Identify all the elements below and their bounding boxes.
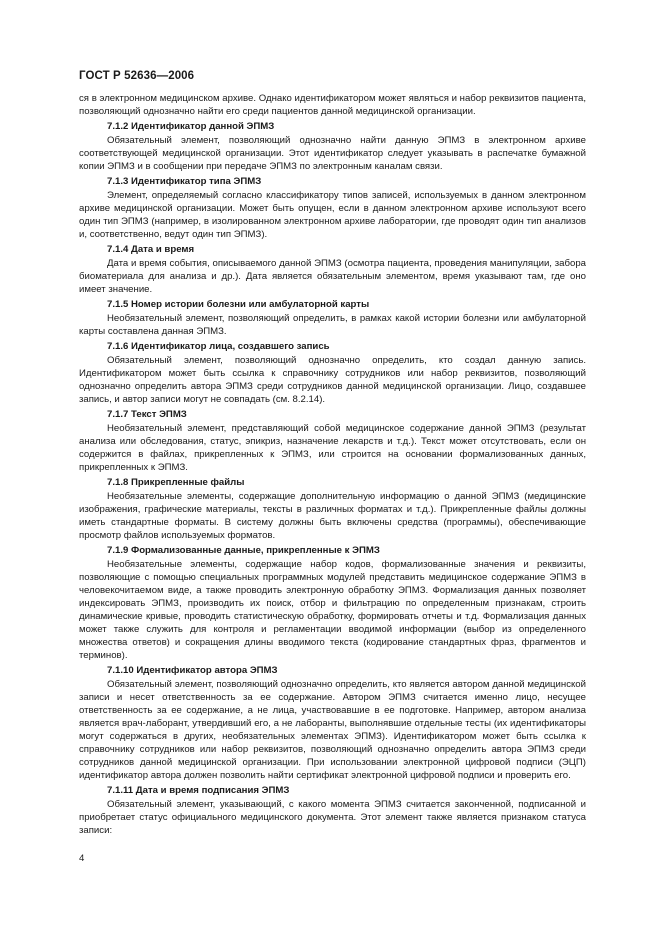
section-heading: 7.1.5 Номер истории болезни или амбулаторной карты — [107, 299, 370, 310]
section-heading: 7.1.4 Дата и время — [107, 244, 195, 255]
section-heading: 7.1.8 Прикрепленные файлы — [107, 477, 245, 488]
section-heading: 7.1.10 Идентификатор автора ЭПМЗ — [107, 665, 278, 676]
document-body — [79, 92, 586, 837]
section-heading: 7.1.2 Идентификатор данной ЭПМЗ — [107, 121, 275, 132]
page-number: 4 — [79, 853, 85, 864]
section-paragraph: Обязательный элемент, позволяющий однозначно определить, кто создал данную запись. Идентификатором может быть ссылка к справочнику сотрудников или набор реквизитов, позволяющий однозначно определить автора ЭПМЗ среди сотрудников данной медицинской организации. Лицо, создавшее запись, и автор записи могут не совпадать (см. 8.2.14). — [79, 355, 586, 405]
section-paragraph: Элемент, определяемый согласно классификатору типов записей, используемых в данном электронном архиве медицинской организации. Может быть опущен, если в данном электронном архиве используют всего один тип ЭПМЗ (например, в изолированном электронном архиве лаборатории, где проводят один тип анализов и, соответственно, ведут один тип ЭПМЗ). — [79, 190, 586, 240]
section-heading: 7.1.9 Формализованные данные, прикрепленные к ЭПМЗ — [107, 545, 380, 556]
section-heading: 7.1.11 Дата и время подписания ЭПМЗ — [107, 785, 290, 796]
section-paragraph: Обязательный элемент, позволяющий однозначно найти данную ЭПМЗ в электронном архиве соответствующей медицинской организации. Этот идентификатор следует указывать в распечатке бумажной копии ЭПМЗ и в сообщении при передаче ЭПМЗ по электронным каналам связи. — [79, 135, 586, 172]
section-paragraph: Необязательный элемент, позволяющий определить, в рамках какой истории болезни или амбулаторной карты составлена данная ЭПМЗ. — [79, 313, 586, 337]
section-paragraph: Необязательные элементы, содержащие дополнительную информацию о данной ЭПМЗ (медицинские изображения, графические материалы, тексты в различных форматах и т.д.). Прикрепленные файлы должны иметь стандартные форматы. В систему должны быть включены средства (программы), обеспечивающие просмотр файлов используемых форматов. — [79, 491, 586, 541]
section-heading: 7.1.3 Идентификатор типа ЭПМЗ — [107, 176, 262, 187]
section-heading: 7.1.6 Идентификатор лица, создавшего запись — [107, 341, 330, 352]
intro-paragraph: ся в электронном медицинском архиве. Однако идентификатором может являться и набор реквизитов пациента, позволяющий однозначно найти его среди пациентов данной медицинской организации. — [79, 93, 586, 117]
section-paragraph: Обязательный элемент, указывающий, с какого момента ЭПМЗ считается законченной, подписанной и приобретает статус официального медицинского документа. Этот элемент также является признаком статуса записи: — [79, 799, 586, 836]
section-paragraph: Обязательный элемент, позволяющий однозначно определить, кто является автором данной медицинской записи и несет ответственность за ее содержание. Автором ЭПМЗ считается именно лицо, несущее ответственность за ее содержание, а не лица, участвовавшие в ее подготовке. Например, автором анализа является врач-лаборант, утвердивший его, а не лаборанты, выполнявшие отдельные тесты (их идентификаторы могут содержаться в других, необязательных элементах ЭПМЗ). Идентификатором может быть ссылка к справочнику сотрудников или набор реквизитов, позволяющий однозначно определить автора ЭПМЗ среди сотрудников данной медицинской организации. При использовании электронной цифровой подписи (ЭЦП) идентификатор автора должен позволить найти сертификат электронной цифровой подписи и проверить его. — [79, 679, 586, 781]
section-heading: 7.1.7 Текст ЭПМЗ — [107, 409, 187, 420]
page-header: ГОСТ Р 52636—2006 — [79, 70, 195, 82]
section-paragraph: Необязательные элементы, содержащие набор кодов, формализованные значения и реквизиты, позволяющие с помощью специальных программных модулей представить медицинское содержание ЭПМЗ в человекочитаемом виде, а также проводить электронную обработку ЭПМЗ. Формализация данных позволяет индексировать ЭПМЗ, производить их поиск, отбор и фильтрацию по определенным признакам, строить динамические кривые, проводить статистическую обработку, формировать отчеты и т.д. Формализация данных может также служить для контроля и регламентации вводимой информации (выбор из определенного множества ответов) и сокращения длины вводимого текста (кодирование стандартных фраз, фрагментов и терминов). — [79, 559, 586, 661]
section-paragraph: Необязательный элемент, представляющий собой медицинское содержание данной ЭПМЗ (результат анализа или обследования, статус, эпикриз, назначение лекарств и т.д.). Текст может отсутствовать, если он содержится в файлах, прикрепленных к ЭПМЗ, или строится на основании формализованных данных, прикрепленных к ЭПМЗ. — [79, 423, 586, 473]
section-paragraph: Дата и время события, описываемого данной ЭПМЗ (осмотра пациента, проведения манипуляции, забора биоматериала для анализа и др.). Дата является обязательным элементом, время указывают там, где оно имеет значение. — [79, 258, 586, 295]
